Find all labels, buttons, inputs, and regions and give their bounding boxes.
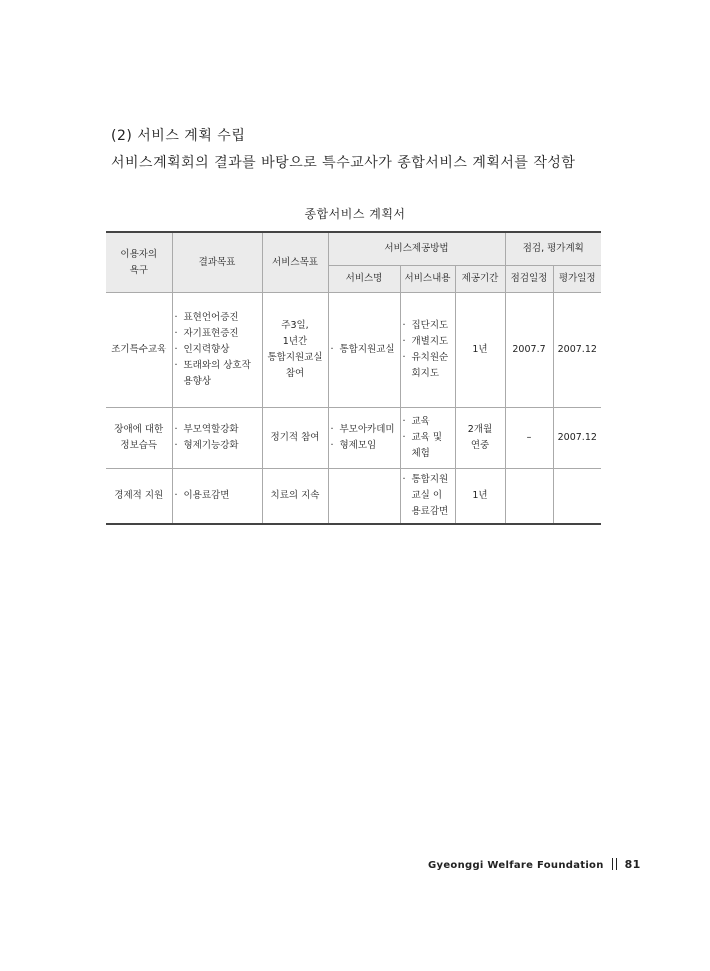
- header-outcome-goal: 결과목표: [172, 232, 262, 293]
- outcome-goal-item: . 형제기능강화: [175, 438, 260, 454]
- outcome-goal-item: . 이용료감면: [175, 488, 260, 504]
- outcome-goal-cell: [172, 293, 262, 408]
- foundation-name: Gyeonggi Welfare Foundation: [428, 860, 604, 871]
- service-content-item: . 집단지도: [403, 318, 453, 334]
- service-content-item-continued: 체험: [411, 448, 430, 459]
- service-name-cell: [328, 293, 400, 408]
- need-cell: 경제적 지원: [106, 469, 172, 525]
- service-name-item: . 형제모임: [331, 438, 398, 454]
- outcome-goal-item: . 부모역할강화: [175, 422, 260, 438]
- outcome-goal-item: . 또래와의 상호작: [175, 358, 260, 374]
- header-check-date: 점검일정: [505, 266, 553, 293]
- table-title: 종합서비스 계획서: [304, 207, 406, 221]
- service-content-item: . 통합지원: [403, 472, 453, 488]
- section-heading: (2) 서비스 계획 수립: [111, 128, 246, 144]
- service-content-cell: [400, 469, 455, 525]
- service-goal-line: 참여: [285, 368, 305, 379]
- service-content-item-continued: 교실 이: [411, 490, 443, 501]
- service-name-cell: [328, 408, 400, 469]
- header-service-name: 서비스명: [328, 266, 400, 293]
- header-service-goal: 서비스목표: [262, 232, 328, 293]
- service-content-item: . 교육 및: [403, 430, 453, 446]
- service-goal-line: 통합지원교실: [267, 352, 323, 363]
- service-name-item: . 부모아카데미: [331, 422, 398, 438]
- need-line: 장애에 대한: [114, 424, 164, 435]
- period-cell: [455, 408, 505, 469]
- service-goal-cell: [262, 293, 328, 408]
- service-goal-cell: 정기적 참여: [262, 408, 328, 469]
- service-goal-line: 1년간: [282, 336, 308, 347]
- period-cell: 1년: [455, 293, 505, 408]
- header-need-line1: 이용자의: [120, 248, 158, 260]
- page-number: 81: [624, 858, 641, 871]
- check-date-cell: 2007.7: [505, 293, 553, 408]
- eval-date-cell: 2007.12: [553, 293, 601, 408]
- service-content-item: . 개별지도: [403, 334, 453, 350]
- service-goal-cell: 치료의 지속: [262, 469, 328, 525]
- period-line: 연중: [470, 440, 490, 451]
- table-row: [106, 408, 601, 469]
- service-goal-line: 주3일,: [281, 320, 309, 331]
- service-content-item-continued: 용료감면: [411, 506, 449, 517]
- outcome-goal-item: . 인지력향상: [175, 342, 260, 358]
- header-need-line2: 욕구: [129, 264, 148, 276]
- table-row: [106, 469, 601, 525]
- service-content-cell: [400, 408, 455, 469]
- period-line: 2개월: [467, 424, 493, 435]
- service-content-item: . 교육: [403, 414, 453, 430]
- page-footer: [428, 858, 641, 871]
- header-period: 제공기간: [455, 266, 505, 293]
- eval-date-cell: [553, 469, 601, 525]
- service-content-item-continued: 회지도: [411, 368, 440, 379]
- eval-date-cell: 2007.12: [553, 408, 601, 469]
- header-service-method: 서비스제공방법: [328, 232, 505, 266]
- need-cell: [106, 408, 172, 469]
- outcome-goal-item: . 자기표현증진: [175, 326, 260, 342]
- service-content-item: . 유치원순: [403, 350, 453, 366]
- outcome-goal-cell: [172, 408, 262, 469]
- need-line: 정보습득: [120, 440, 158, 451]
- header-eval-date: 평가일정: [553, 266, 601, 293]
- service-plan-table: [106, 231, 601, 525]
- header-service-content: 서비스내용: [400, 266, 455, 293]
- footer-divider: [612, 858, 617, 870]
- service-name-cell: [328, 469, 400, 525]
- outcome-goal-cell: [172, 469, 262, 525]
- service-name-item: . 통합지원교실: [331, 342, 398, 358]
- header-row-1: [106, 232, 601, 266]
- outcome-goal-item: . 표현언어증진: [175, 310, 260, 326]
- period-cell: 1년: [455, 469, 505, 525]
- header-review-plan: 점검, 평가계획: [505, 232, 601, 266]
- service-content-cell: [400, 293, 455, 408]
- intro-text: 서비스계획회의 결과를 바탕으로 특수교사가 종합서비스 계획서를 작성함: [111, 155, 576, 171]
- check-date-cell: –: [505, 408, 553, 469]
- need-cell: 조기특수교육: [106, 293, 172, 408]
- header-need: [106, 232, 172, 293]
- check-date-cell: [505, 469, 553, 525]
- table-row: [106, 293, 601, 408]
- outcome-goal-item-continued: 용향상: [183, 376, 212, 387]
